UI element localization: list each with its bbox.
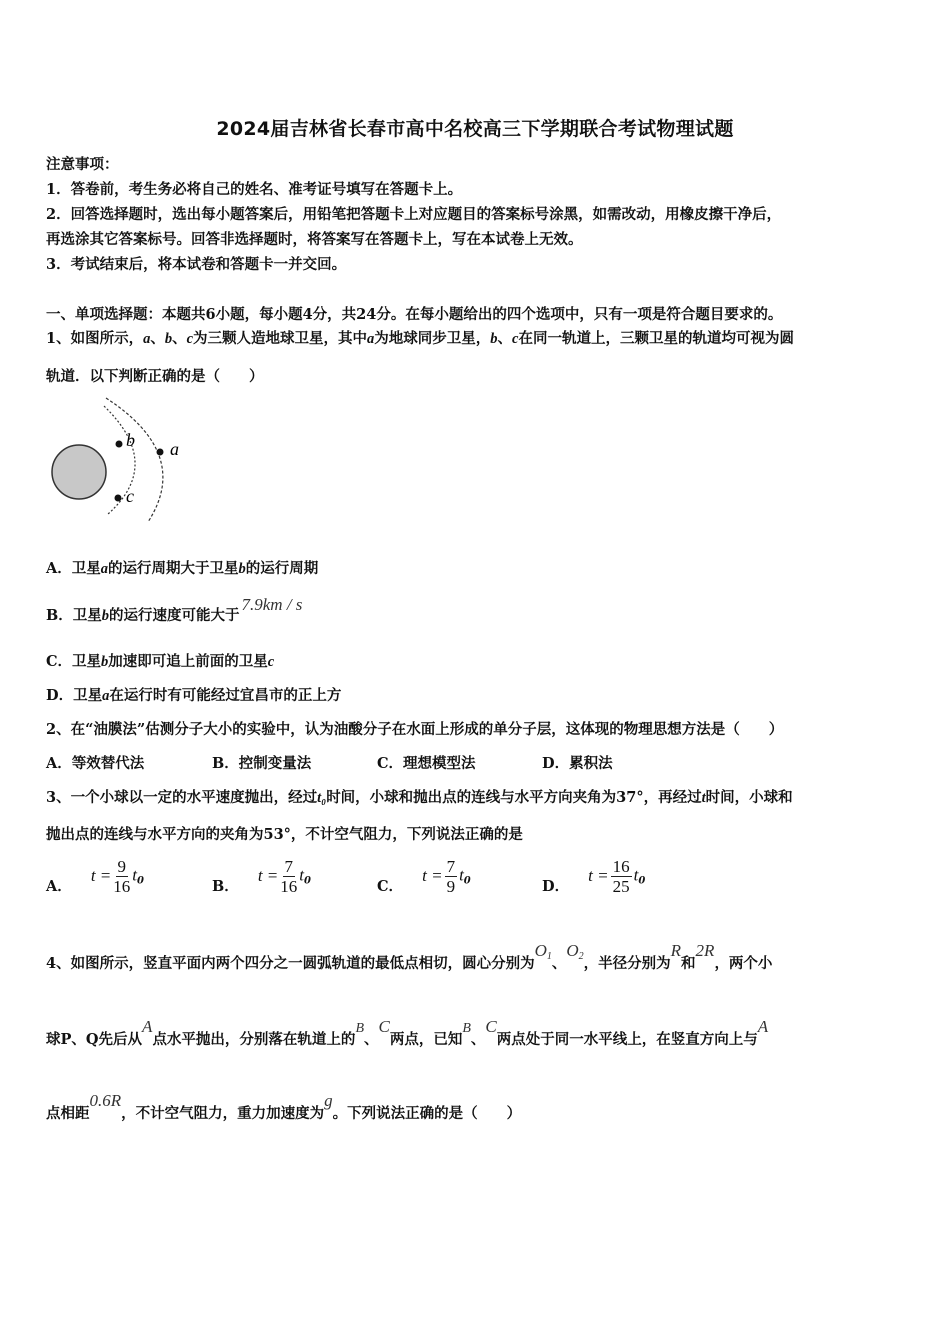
satellite-b-dot: [116, 441, 123, 448]
label-a: a: [170, 439, 179, 459]
q1-option-d[interactable]: D．卫星a在运行时有可能经过宜昌市的正上方: [46, 687, 342, 704]
q1-stem-line1: 1、如图所示，a、b、c为三颗人造地球卫星，其中a为地球同步卫星，b、c在同一轨道上，三颗卫星的轨道均可视为圆: [46, 330, 794, 347]
satellite-a-dot: [157, 449, 164, 456]
q1-option-c[interactable]: C．卫星b加速即可追上前面的卫星c: [46, 653, 275, 670]
q2-option-b[interactable]: B．控制变量法: [212, 755, 312, 772]
q3-option-b[interactable]: B． t = $\frac{7}{16}$ $t_0$: [212, 857, 311, 896]
page-title: 2024届吉林省长春市高中名校高三下学期联合考试物理试题: [216, 118, 734, 140]
q2-stem: 2、在“油膜法”估测分子大小的实验中，认为油酸分子在水面上形成的单分子层，这体现的物理思想方法是（ ）: [46, 721, 784, 738]
q2-option-c[interactable]: C．理想模型法: [377, 755, 476, 772]
earth-circle: [52, 445, 106, 499]
q4-stem-line3: 点相距0.6R，不计空气阻力，重力加速度为g。下列说法正确的是（ ）: [46, 1091, 522, 1122]
notice-heading: 注意事项：: [46, 156, 119, 173]
q1-option-b[interactable]: B．卫星b的运行速度可能大于7.9km / s: [46, 595, 303, 624]
notice-item-2: 2．回答选择题时，选出每小题答案后，用铅笔把答题卡上对应题目的答案标号涂黑，如需改动，用橡皮擦干净后，: [46, 206, 782, 223]
orbit-a: [106, 398, 163, 522]
q2-option-a[interactable]: A．等效替代法: [46, 755, 145, 772]
notice-item-3: 3．考试结束后，将本试卷和答题卡一并交回。: [46, 256, 347, 273]
q3-option-a[interactable]: A． t = $\frac{9}{16}$ $t_0$: [46, 857, 144, 896]
q1-option-a[interactable]: A．卫星a的运行周期大于卫星b的运行周期: [46, 560, 319, 577]
q4-stem-line2: 球P、Q先后从A点水平抛出，分别落在轨道上的B、C两点，已知B、C两点处于同一水平线上，在竖直方向上与A: [46, 1017, 769, 1048]
q2-option-d[interactable]: D．累积法: [542, 755, 613, 772]
notice-item-2-cont: 再选涂其它答案标号。回答非选择题时，将答案写在答题卡上，写在本试卷上无效。: [46, 231, 583, 248]
q3-option-c[interactable]: C． t = $\frac{7}{9}$ $t_0$: [377, 857, 471, 896]
section-heading: 一、单项选择题：本题共6小题，每小题4分，共24分。在每小题给出的四个选项中，只有一项是符合题目要求的。: [46, 306, 783, 323]
label-c: c: [126, 486, 134, 506]
q3-stem-line1: 3、一个小球以一定的水平速度抛出，经过t₀时间，小球和抛出点的连线与水平方向夹角为37°，再经过t时间，小球和: [46, 789, 793, 806]
notice-item-1: 1．答卷前，考生务必将自己的姓名、准考证号填写在答题卡上。: [46, 181, 463, 198]
q4-stem-line1: 4、如图所示，竖直平面内两个四分之一圆弧轨道的最低点相切，圆心分别为$O_1$、$O_2$，半径分别为R和2R，两个小: [46, 941, 773, 972]
label-b: b: [126, 430, 135, 450]
q3-stem-line2: 抛出点的连线与水平方向的夹角为53°，不计空气阻力，下列说法正确的是: [46, 826, 523, 843]
satellite-orbit-figure: [44, 394, 204, 526]
satellite-c-dot: [115, 495, 122, 502]
q3-option-d[interactable]: D． t = $\frac{16}{25}$ $t_0$: [542, 857, 646, 896]
q1-stem-line2: 轨道．以下判断正确的是（ ）: [46, 368, 264, 385]
